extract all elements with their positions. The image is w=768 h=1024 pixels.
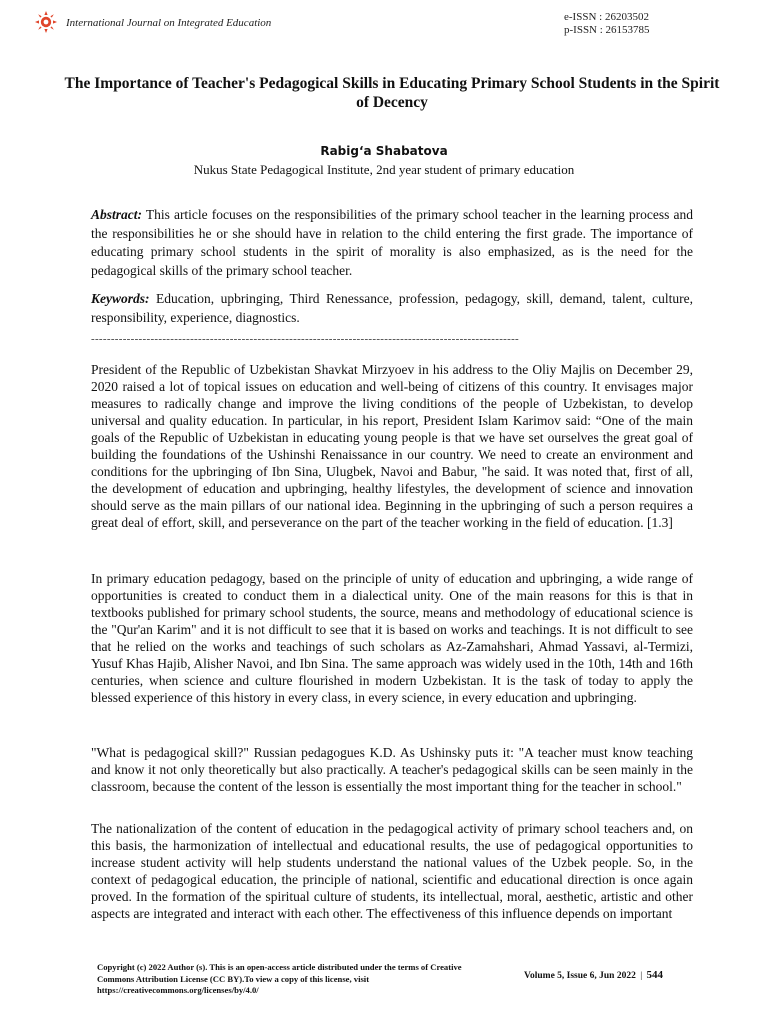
author-name: Rabig‘a Shabatova bbox=[320, 144, 448, 158]
keywords-text: Education, upbringing, Third Renessance, profession, pedagogy, skill, demand, talent, culture, responsibility, experience, diagnostics. bbox=[91, 291, 693, 325]
journal-logo-icon bbox=[34, 10, 58, 34]
body-paragraph-3: "What is pedagogical skill?" Russian pedagogues K.D. As Ushinsky puts it: "A teacher must know teaching and know it not only theoretically but also practically. A teacher's pedagogical skills can be seen mainly in the classroom, because the content of the lesson is essentially the most important thing for the teacher in school." bbox=[91, 745, 693, 794]
keywords-label: Keywords: bbox=[91, 291, 150, 306]
section-divider: ------------------------------------------------------------------------------------------------------------ bbox=[91, 333, 520, 345]
volume-info bbox=[524, 969, 663, 981]
article-title: The Importance of Teacher's Pedagogical Skills in Educating Primary School Students in the Spirit of Decency bbox=[64, 75, 720, 111]
author-affiliation: Nukus State Pedagogical Institute, 2nd year student of primary education bbox=[193, 162, 575, 177]
abstract bbox=[91, 206, 693, 280]
page-separator: | bbox=[640, 971, 643, 981]
journal-name: International Journal on Integrated Education bbox=[66, 17, 272, 29]
body-paragraph-4: The nationalization of the content of education in the pedagogical activity of primary school teachers and, on this basis, the harmonization of intellectual and educational results, the use of pedagogical opportunities to increase student activity will help students understand the national values of the Uzbek people. So, in the context of pedagogical education, the principle of national, scientific and educational direction is once again proved. In the formation of the spiritual culture of students, its intellectual, moral, aesthetic, artistic and other aspects are integrated and interact with each other. The effectiveness of this influence depends on important bbox=[91, 821, 693, 921]
page-number: 544 bbox=[646, 969, 663, 981]
copyright-notice: Copyright (c) 2022 Author (s). This is an open-access article distributed under the terms of Creative Commons Attribution License (CC BY).To view a copy of this license, visit https://creativecommons.org/licenses/by/4.0/ bbox=[97, 962, 462, 995]
abstract-label: Abstract: bbox=[91, 207, 143, 222]
issn-info bbox=[564, 11, 650, 37]
eissn: e-ISSN : 26203502 bbox=[564, 11, 649, 23]
keywords bbox=[91, 290, 693, 327]
volume-issue: Volume 5, Issue 6, Jun 2022 bbox=[524, 971, 636, 981]
pissn: p-ISSN : 26153785 bbox=[564, 24, 650, 36]
body-paragraph-2: In primary education pedagogy, based on the principle of unity of education and upbringing, a wide range of opportunities is created to conduct them in a dialectical unity. One of the main reasons for this is that in textbooks published for primary school students, the source, means and methodology of educational science is the "Qur'an Karim" and it is not difficult to see that it is based on works and teachings. It is not difficult to see that he relied on the works and teachings of such scholars as Az-Zamahshari, Ahmad Yassavi, al-Termizi, Yusuf Khas Hajib, Alisher Navoi, and Ibn Sina. The same approach was widely used in the 10th, 14th and 16th centuries, when science and culture flourished in modern Uzbekistan. It is the task of today to apply the blessed experience of this history in every class, in every science, in every education and upbringing. bbox=[91, 571, 693, 705]
abstract-text: This article focuses on the responsibilities of the primary school teacher in the learning process and the responsibilities he or she should have in relation to the child entering the first grade. The importance of educating primary school students in the spirit of morality is also emphasized, as is the need for the pedagogical skills of the primary school teacher. bbox=[91, 207, 693, 278]
body-paragraph-1: President of the Republic of Uzbekistan Shavkat Mirzyoev in his address to the Oliy Majlis on December 29, 2020 raised a lot of topical issues on education and well-being of citizens of this country. It envisages major measures to radically change and improve the living conditions of the people of Uzbekistan, to develop universal and quality education. In particular, in his report, President Islam Karimov said: “One of the main goals of the Republic of Uzbekistan in educating young people is that we have set ourselves the great goal of building the foundations of the Ushinshi Renaissance in our country. We need to create an environment and conditions for the upbringing of Ibn Sina, Ulugbek, Navoi and Babur, "he said. It was noted that, first of all, the development of education and upbringing, healthy lifestyles, the development of science and innovation should serve as the main pillars of our national idea. Beginning in the upbringing of such a person requires a great deal of effort, skill, and perseverance on the part of the teacher working in the field of education. [1.3] bbox=[91, 362, 693, 530]
